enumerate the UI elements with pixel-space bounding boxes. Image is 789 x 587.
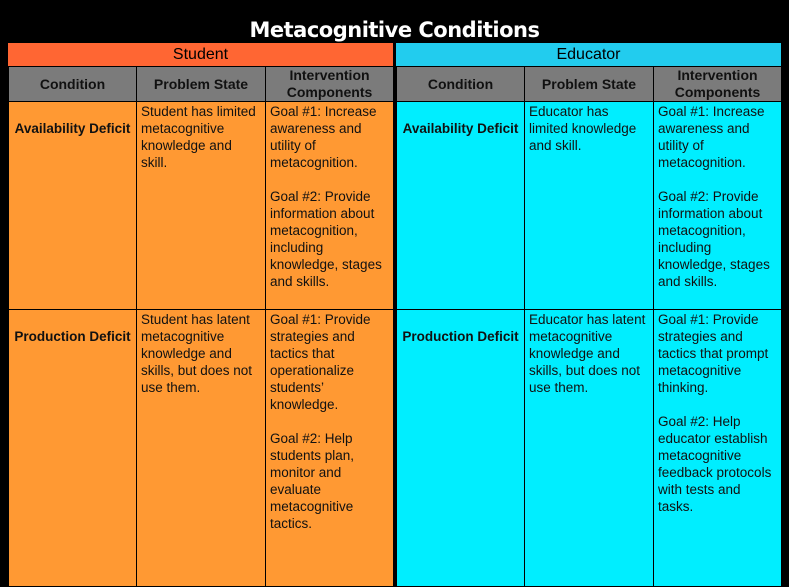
condition-cell: Availability Deficit	[9, 102, 137, 310]
intervention-cell: Goal #1: Provide strategies and tactics that operationalize students’ knowledge. Goal #2: Help students plan, monitor and evaluate metacognitive tactics.	[266, 310, 394, 587]
intervention-cell: Goal #1: Provide strategies and tactics that prompt metacognitive thinking. Goal #2: Help educator establish metacognitive feedback protocols with tests and tasks.	[654, 310, 782, 587]
intervention-cell: Goal #1: Increase awareness and utility of metacognition. Goal #2: Provide information about metacognition, including knowledge, stages and skills.	[654, 102, 782, 310]
problem-state-cell: Student has latent metacognitive knowledge and skills, but does not use them.	[137, 310, 266, 587]
column-header-intervention: Intervention Components	[654, 67, 782, 102]
column-header-intervention: Intervention Components	[266, 67, 394, 102]
page-title: Metacognitive Conditions	[249, 18, 540, 42]
problem-state-cell: Educator has latent metacognitive knowledge and skills, but does not use them.	[525, 310, 654, 587]
column-header-problem-state: Problem State	[525, 67, 654, 102]
table-row	[9, 310, 394, 587]
condition-cell: Availability Deficit	[397, 102, 525, 310]
student-table	[8, 66, 394, 587]
educator-table	[396, 66, 782, 587]
intervention-cell: Goal #1: Increase awareness and utility of metacognition. Goal #2: Provide information about metacognition, including knowledge, stages and skills.	[266, 102, 394, 310]
problem-state-cell: Student has limited metacognitive knowledge and skill.	[137, 102, 266, 310]
student-group-header: Student	[8, 43, 393, 66]
condition-cell: Production Deficit	[9, 310, 137, 587]
column-header-condition: Condition	[397, 67, 525, 102]
condition-cell: Production Deficit	[397, 310, 525, 587]
column-header-condition: Condition	[9, 67, 137, 102]
table-row	[397, 310, 782, 587]
educator-column-headers	[397, 67, 782, 102]
educator-group-header: Educator	[396, 43, 781, 66]
student-panel	[8, 43, 393, 587]
educator-panel	[396, 43, 781, 587]
table-row	[397, 102, 782, 310]
problem-state-cell: Educator has limited knowledge and skill.	[525, 102, 654, 310]
column-header-problem-state: Problem State	[137, 67, 266, 102]
student-column-headers	[9, 67, 394, 102]
table-row	[9, 102, 394, 310]
